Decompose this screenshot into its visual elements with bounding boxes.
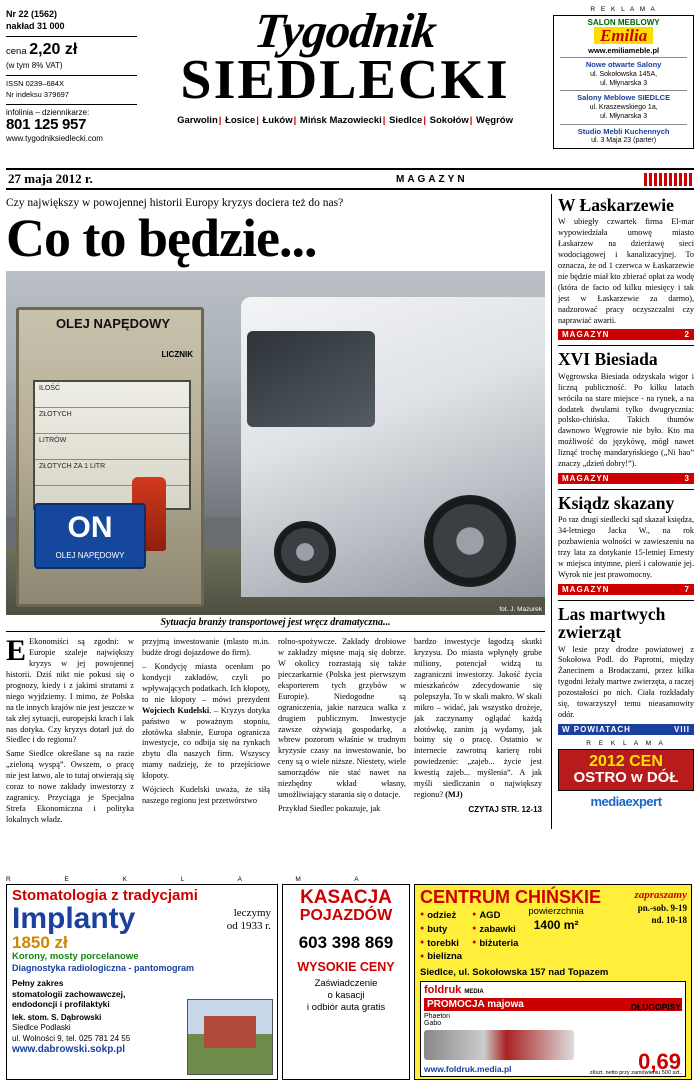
ad-chin-item: ● AGD <box>472 909 518 923</box>
pump-row-3: LITRÓW <box>35 434 189 460</box>
ad-dent-zakres: Pełny zakres stomatologii zachowawczej, endodoncji i profilaktyki <box>12 978 126 1010</box>
foldruk-url[interactable]: www.foldruk.media.pl <box>424 1064 512 1075</box>
ad-chin-items-left <box>420 909 462 964</box>
ad-chin-item: ● zabawki <box>472 923 518 937</box>
ad-chin-area-label: powierzchnia <box>528 906 584 917</box>
ad-emilia-l4a: ul. 3 Maja 23 (parter) <box>591 137 657 145</box>
divider <box>6 104 137 105</box>
article-paragraph: przyjmą inwestowanie (mlasto m.in. budże drogi dojazdowe do firm). <box>142 637 270 657</box>
article-column-1 <box>6 634 134 829</box>
ad-dent-url[interactable]: www.dabrowski.sokp.pl <box>12 1044 125 1056</box>
towns-list: Garwolin| Łosice| Łuków| Mińsk Mazowiecki| Siedlce| Sokołów| Węgrów <box>177 115 513 127</box>
article-paragraph: Same Siedlce określane są na razie „zieloną wyspą”. Owszem, o pracę nie jest łatwo, ale to tutaj otwierają się coraz to nowe zakłady inwestorzy z zagranicy. Przyciąga je Specjalna Strefa Ekonomiczna i polityka lokalnych władz. <box>6 749 134 824</box>
sidebar-item-ksiadz[interactable] <box>558 489 694 595</box>
decorative-bars <box>644 173 692 186</box>
foldruk-gabo: Gabo <box>424 1020 442 1028</box>
sidebar-tag[interactable] <box>558 473 694 484</box>
foldruk-promo: PROMOCJA majowa <box>424 998 682 1011</box>
ad-emilia-l3-title: Salony Meblowe SIEDLCE <box>577 93 671 103</box>
bottom-ad-strip <box>6 876 694 1080</box>
sidebar-headline: W Łaskarzewie <box>558 195 674 215</box>
pump-panel <box>33 380 191 510</box>
ad-kas-line1: KASACJA <box>300 887 392 908</box>
logo-siedlecki: SIEDLECKI <box>180 48 510 111</box>
photo-truck-wheel <box>274 521 336 583</box>
sidebar-body: Węgrowska Biesiada odzyskała wigor i liczną publiczność. Po kilku latach wróciła na stare miejsce - na rynek, a na dodatek dwulami tylko dwugrycznia: polsko-chińska. Takich thumów dawnowo Węgrowie nie było. Kto ma możliwość do językówę, mógł nawet liznąć trochę mandaryńskiego („Ni hao” znaczy „dzień dobry!”). <box>558 371 694 469</box>
ad-centrum-chinskie[interactable] <box>414 884 692 1080</box>
photo-credit: fot. J. Mazurek <box>499 606 542 613</box>
ad-chin-area <box>528 906 583 964</box>
ad-dent-leczymy: leczymy od 1933 r. <box>226 907 271 932</box>
town-wegrow: Węgrów <box>476 115 513 127</box>
sidebar-body: W lesie przy drodze powiatowej z Sokołowa Podl. do Paprotni, między Żanecinem a Brodaczami, przez kilka tygodni leżały martwe zwierzęta, a raczej pozostałości po nich. Ciała rozkładały się, towarzyszył temu nieasamowity odór. <box>558 644 694 719</box>
ad-dent-price: 1850 zł <box>12 933 68 952</box>
lead-headline: Co to będzie... <box>6 208 317 268</box>
sidebar-tag-label: MAGAZYN <box>562 584 610 594</box>
article-column-4 <box>414 637 542 829</box>
ad-emilia-l4-title: Studio Mebli Kuchennych <box>577 126 670 136</box>
article-column-2 <box>142 637 270 829</box>
sidebar <box>551 194 694 829</box>
sidebar-tag-label: MAGAZYN <box>562 330 610 340</box>
infoline-phone: 801 125 957 <box>6 116 87 134</box>
photo-on-sign <box>34 503 146 569</box>
ad-chin-invite <box>634 889 687 927</box>
sidebar-body: Po raz drugi siedlecki sąd skazał księdza, 34-letniego Jacka W., na rok pozbawienia wolności w zawieszeniu na trzy lata za dotykanie 15-letniej Ernesty w miejsca intymne, pierś i całowanie jej. Wyrok nie jest prawomocny. <box>558 515 694 579</box>
ad-kas-prices: WYSOKIE CENY <box>297 959 395 974</box>
price-label: cena <box>6 46 27 58</box>
ad-foldruk[interactable] <box>420 981 686 1077</box>
publication-date: 27 maja 2012 r. <box>8 171 93 186</box>
foldruk-price: 0,69 <box>638 1049 681 1075</box>
article-column-3 <box>278 637 406 829</box>
article-paragraph: bardzo inwestycje łagodzą skutki kryzysu. Do miasta wpłynęły grube miliony, potencjał widzą tu zagraniczni inwestorzy. Jakość życia mieszkańców zdecydowanie się polepszyła. To w skali makro. W skali mikro – widać, jak wszystko drożeje, jak zaczynamy oglądać każdą złotówkę, zanim ją wydamy, jak boimy się o pracę. Ostatnio w internecie zawrotną karierę robi powiedzenie: „zajeb... życie jest kwestią zajeb... myślenia”. A jak myśli siedlczanin o największy regionu? (MJ) <box>414 637 542 800</box>
town-garwolin: Garwolin <box>177 115 218 127</box>
logo-tygodnik: Tygodnik <box>251 3 439 58</box>
brand-expert: expert <box>625 794 662 810</box>
ad-chin-address: Siedlce, ul. Sokołowska 157 nad Topazem <box>420 967 609 979</box>
ad-dent-photo <box>187 999 273 1075</box>
ad-emilia-brand: Emilia <box>594 27 653 44</box>
ad-media-expert-logo <box>558 791 694 811</box>
pump-row-2: ZŁOTYCH <box>35 408 189 434</box>
foldruk-pen-image <box>424 1030 574 1060</box>
lead-photo <box>6 271 545 615</box>
masthead-ad-area <box>553 4 694 168</box>
brand-media: media <box>590 794 626 810</box>
reklama-label: R E K L A M A <box>586 739 666 747</box>
sidebar-tag-page: 2 <box>684 330 690 340</box>
issn: ISSN 0239–684X <box>6 79 64 89</box>
foldruk-dlugopisy: DŁUGOPISY <box>630 1002 681 1013</box>
divider <box>560 90 687 91</box>
ad-chin-items-right <box>472 909 518 964</box>
on-label: ON <box>67 511 113 544</box>
ad-emilia-furniture[interactable] <box>553 15 694 149</box>
masthead <box>0 0 700 168</box>
pump-row-1: ILOŚĆ <box>35 382 189 408</box>
ad-chin-item: ● odzież <box>420 909 462 923</box>
ad-dent-city: Siedlce Podlaski <box>12 1023 71 1033</box>
ad-chin-item: ● buty <box>420 923 462 937</box>
ad-dent-title: Stomatologia z tradycjami <box>12 887 198 904</box>
article-paragraph: – Kondycję miasta ocenłam po kondycji zakładów, czyli po wpływających podatkach. Ich kłopoty, to nie kłopoty – mówi prezydent Wojciech Kudelski. – Kryzys dotyka państwo w poważnym stopniu, złotówka słabnie, Europa ogranicza inwestycje, co odbija się na rynkach zbytu dla naszych firm. Wszyscy mamy nadzieję, że to przejściowe kłopoty. <box>142 661 270 781</box>
continue-reading-link[interactable]: CZYTAJ STR. 12-13 <box>468 805 542 815</box>
ad-chin-item: ● torebki <box>420 937 462 951</box>
ad-chin-item: ● bielizna <box>420 950 462 964</box>
main-content <box>0 190 700 829</box>
ad-emilia-l2-title: Nowe otwarte Salony <box>585 60 662 69</box>
sidebar-body: W ubiegły czwartek firma El-mar wypowiedziała umowę miasto Łaskarzew na dzierżawę sieci wodociągowej i kanalizacyjnej. To oznacza, że od 1 czerwca w Łaskarzewie nie będzie miał kto zbierać opłat za wodę (która de facto od kilku miesięcy i tak jest w Łaskarzewie za darmo), nadzorować pracy oczyszczalni czy naprawiać awarii. <box>558 217 694 325</box>
lead-article-columns <box>6 634 545 829</box>
photo-caption: Sytuacja branży transportowej jest wręcz dramatyczna... <box>6 615 545 632</box>
infoline-label: infolinia – dziennikarze: <box>6 108 90 118</box>
issue-number: Nr 22 (1562) <box>6 9 58 19</box>
sidebar-tag-page: 7 <box>684 584 690 594</box>
website-url[interactable]: www.tygodniksiedlecki.com <box>6 133 103 143</box>
reklama-label: R E K L A M A <box>6 876 385 883</box>
town-siedlce: Siedlce <box>389 115 423 127</box>
index-number: Nr indeksu 379697 <box>6 89 69 99</box>
pump-licznik-label: LICZNIK <box>161 350 193 359</box>
foldruk-brand-sub: MEDIA <box>464 989 484 996</box>
town-sokolow: Sokołów <box>429 115 469 127</box>
sidebar-item-laskarzew[interactable] <box>558 196 694 340</box>
dropcap: E <box>6 634 27 667</box>
town-minsk: Mińsk Mazowiecki <box>299 115 382 127</box>
sidebar-tag-page: VIII <box>673 724 690 734</box>
ad-dent-doctor: lek. stom. S. Dąbrowski <box>12 1012 102 1022</box>
foldruk-brand: foldruk <box>424 984 462 997</box>
ad-chin-zapraszamy: zapraszamy <box>634 889 687 901</box>
ad-kas-note: Zaświadczenie o kasacji i odbiór auta gratis <box>306 978 386 1014</box>
divider <box>560 124 687 125</box>
sidebar-tag[interactable] <box>558 329 694 340</box>
ad-emilia-l3b: ul. Młynarska 3 <box>600 112 648 120</box>
price-value: 2,20 zł <box>29 41 78 59</box>
article-paragraph: rolno-spożywcze. Zakłady drobiowe w zakładzy mięsne mają się dobrze. W okolicy rozrastają się także pieczarkarnie (Polska jest pierwszym eksporterem tych grzybów w Europie). Niedogodne są ograniczenia, jakie narzuca walka z drugiem publicznym. Inwestycje zawsze ożywiają gospodarkę, a wbrew pozorom właśnie w trudnym kryzysie czasy na inwestowanie, bo ceny są o wiele niższe. Niestety, wiele samorządów nie stać nawet na niezbędny wkład własny, umożliwiający starania się o dotacje. <box>278 637 406 800</box>
article-paragraph: Wójciech Kudelski uważa, że siłą naszego regionu jest przetwórstwo <box>142 785 270 806</box>
ad-line-2: OSTRO w DÓŁ <box>573 769 679 787</box>
ad-dent-street: ul. Wolności 9, tel. 025 781 24 55 <box>12 1033 131 1043</box>
vat-note: (w tym 8% VAT) <box>6 61 63 71</box>
ad-chin-item: ● biżuteria <box>472 937 518 951</box>
ad-stomatologia[interactable] <box>6 884 278 1080</box>
sidebar-tag[interactable] <box>558 724 694 735</box>
sidebar-tag-label: MAGAZYN <box>562 473 610 483</box>
ad-media-expert-banner <box>558 749 694 792</box>
sidebar-tag-label: W POWIATACH <box>562 724 631 734</box>
masthead-title-block <box>137 4 553 168</box>
divider <box>560 57 687 58</box>
ad-emilia-l2b: ul. Młynarska 3 <box>600 79 648 87</box>
on-sublabel: OLEJ NAPĘDOWY <box>55 551 125 560</box>
town-losice: Łosice <box>225 115 256 127</box>
circulation: nakład 31 000 <box>6 21 65 32</box>
ad-line-1: 2012 CEN <box>589 752 663 770</box>
foldruk-price-note: zł/szt. netto przy zamówieniu 500 szt. <box>589 1070 681 1077</box>
ad-emilia-line1: SALON MEBLOWY <box>587 18 660 27</box>
sidebar-item-las[interactable] <box>558 600 694 735</box>
sidebar-item-biesiada[interactable] <box>558 345 694 484</box>
ad-dent-korony: Korony, mosty porcelanowe <box>12 951 139 962</box>
ad-chin-title: CENTRUM CHIŃSKIE <box>420 887 602 907</box>
sidebar-headline: Las martwych zwierząt <box>558 600 694 642</box>
sidebar-tag[interactable] <box>558 584 694 595</box>
divider <box>6 75 137 76</box>
lead-kicker: Czy największy w powojennej historii Europy kryzys dociera też do nas? <box>6 197 344 209</box>
photo-truck-wheel <box>424 495 516 587</box>
reklama-label: R E K L A M A <box>590 6 657 13</box>
lead-story <box>6 194 551 829</box>
masthead-left-info <box>6 4 137 168</box>
pump-title: OLEJ NAPĘDOWY <box>55 316 171 331</box>
sidebar-headline: Ksiądz skazany <box>558 489 694 512</box>
ad-chin-area-value: 1400 m² <box>533 918 579 933</box>
sidebar-headline: XVI Biesiada <box>558 345 694 368</box>
foldruk-phaeton: Phaeton <box>424 1013 451 1021</box>
ad-kas-line2: POJAZDÓW <box>299 906 393 924</box>
date-bar <box>6 168 694 190</box>
ad-dent-implanty: Implanty <box>12 902 136 935</box>
ad-emilia-l2a: ul. Sokołowska 145A, <box>590 70 658 78</box>
divider <box>6 36 137 37</box>
ad-emilia-l3a: ul. Kraszewskiego 1a, <box>589 104 658 111</box>
ad-media-expert[interactable] <box>558 749 694 812</box>
ad-emilia-url[interactable]: www.emiliameble.pl <box>588 46 660 55</box>
ad-kas-phone[interactable]: 603 398 869 <box>298 932 394 952</box>
article-paragraph: Przykład Siedlec pokazuje, jak <box>278 804 381 814</box>
ad-dent-diagnostyka: Diagnostyka radiologiczna - pantomogram <box>12 963 195 974</box>
sidebar-tag-page: 3 <box>684 473 690 483</box>
section-magazyn: MAGAZYN <box>396 173 468 185</box>
town-lukow: Łuków <box>262 115 293 127</box>
article-paragraph: E Ekonomiści są zgodni: w Europie szaleje największy kryzys w jej powojennej historii. Dziś nikt nie pokusi się o prognozy, kiedy i z jakimi stratami z niego wyjdziemy. I mimo, że Polska na tle innych krajów nie jest jeszcze w tak złej sytuacji, europejski krach i lak nas dotyka. Czy kryzys dotarł już do Siedlec i do regionu? <box>6 634 134 745</box>
ad-chin-hours: pn.-sob. 9-19 nd. 10-18 <box>637 902 687 926</box>
pump-row-4: ZŁOTYCH ZA 1 LITR <box>35 460 189 486</box>
price-block <box>6 40 137 71</box>
ad-kasacja[interactable] <box>282 884 410 1080</box>
